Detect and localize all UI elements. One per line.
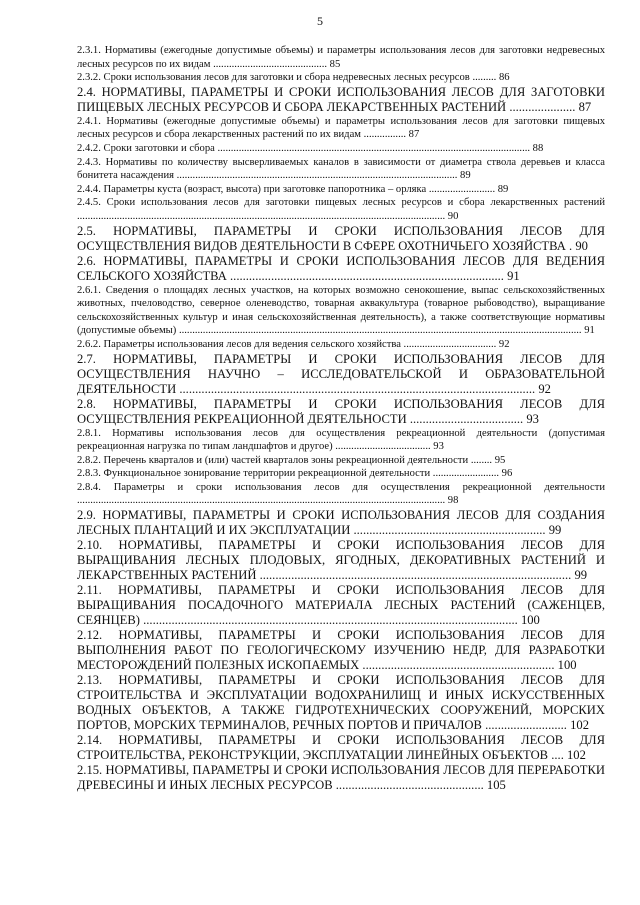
toc-entry-number: 2.7. [77, 351, 96, 366]
toc-entry-number: 2.8.2. [77, 454, 101, 466]
toc-entry[interactable] [77, 224, 605, 254]
toc-entry-page: 95 [494, 454, 506, 466]
toc-entry-number: 2.12. [77, 628, 103, 643]
toc-entry[interactable] [77, 156, 605, 183]
toc-entry-number: 2.6.2. [77, 338, 101, 350]
toc-entry-page: 87 [408, 129, 420, 141]
toc-entry-leader: ..................... [509, 99, 576, 114]
toc-entry-title: НОРМАТИВЫ, ПАРАМЕТРЫ И СРОКИ ИСПОЛЬЗОВАНИЯ ЛЕСОВ ДЛЯ ОСУЩЕСТВЛЕНИЯ ВИДОВ ДЕЯТЕЛЬНОСТИ В СФЕРЕ ОХОТНИЧЬЕГО ХОЗЯЙСТВА [77, 223, 605, 253]
toc-entry-leader: ........................................................................................................................................... [77, 495, 446, 507]
toc-entry-page: 93 [433, 441, 444, 453]
toc-entry-page: 98 [447, 495, 459, 507]
toc-entry-title: Параметры использования лесов для ведения сельского хозяйства [103, 338, 401, 350]
toc-entry-leader: ....................................................................................................................... [143, 613, 518, 628]
toc-entry-page: 102 [567, 748, 586, 763]
toc-entry-title: НОРМАТИВЫ, ПАРАМЕТРЫ И СРОКИ ИСПОЛЬЗОВАНИЯ ЛЕСОВ ДЛЯ ВЫРАЩИВАНИЯ ПОСАДОЧНОГО МАТЕРИАЛА ЛЕСНЫХ РАСТЕНИЙ (САЖЕНЦЕВ, СЕЯНЦЕВ) [77, 583, 605, 628]
toc-entry-page: 89 [460, 170, 471, 182]
toc-entry[interactable] [77, 254, 605, 284]
toc-entry-number: 2.4. [77, 84, 96, 99]
toc-entry-title: Перечень кварталов и (или) частей кварталов зоны рекреационной деятельности [103, 454, 469, 466]
toc-entry-leader: ......... [472, 72, 497, 84]
toc-entry-page: 90 [447, 210, 459, 222]
toc-entry[interactable] [77, 628, 605, 673]
toc-entry-page: 102 [570, 718, 589, 733]
toc-entry-number: 2.6. [77, 253, 96, 268]
toc-entry[interactable] [77, 44, 605, 71]
toc-entry-number: 2.8.1. [77, 427, 101, 439]
toc-entry-title: Нормативы (ежегодные допустимые объемы) и параметры использования лесов для заготовки пищевых лесных ресурсов и сбора лекарственных растений по их видам [77, 115, 605, 141]
toc-entry[interactable] [77, 71, 605, 85]
toc-entry-page: 99 [574, 568, 588, 583]
toc-entry-leader: ................................................................................................... [259, 568, 572, 583]
toc-entry-title: НОРМАТИВЫ, ПАРАМЕТРЫ И СРОКИ ИСПОЛЬЗОВАНИЯ ЛЕСОВ ДЛЯ ВЕДЕНИЯ СЕЛЬСКОГО ХОЗЯЙСТВА [77, 253, 605, 283]
toc-entry-page: 88 [532, 142, 544, 154]
toc-entry-title: Функциональное зонирование территории рекреационной деятельности [103, 468, 431, 480]
toc-entry-number: 2.11. [77, 583, 102, 598]
table-of-contents [77, 44, 605, 793]
toc-entry-leader: ............................................................. [353, 523, 546, 538]
toc-entry-number: 2.3.2. [77, 72, 101, 84]
toc-entry-title: НОРМАТИВЫ, ПАРАМЕТРЫ И СРОКИ ИСПОЛЬЗОВАНИЯ ЛЕСОВ ДЛЯ СТРОИТЕЛЬСТВА И ЭКСПЛУАТАЦИИ ВОДОХРАНИЛИЩ И ИНЫХ ИСКУССТВЕННЫХ ВОДНЫХ ОБЪЕКТОВ, А ТАКЖЕ ГИДРОТЕХНИЧЕСКИХ СООРУЖЕНИЙ, МОРСКИХ ПОРТОВ, МОРСКИХ ТЕРМИНАЛОВ, РЕЧНЫХ ПОРТОВ И ПРИЧАЛОВ [77, 673, 605, 733]
toc-entry-leader: . [569, 238, 573, 253]
toc-entry[interactable] [77, 763, 605, 793]
toc-entry-number: 2.4.2. [77, 142, 101, 154]
toc-entry[interactable] [77, 481, 605, 508]
toc-entry-title: НОРМАТИВЫ, ПАРАМЕТРЫ И СРОКИ ИСПОЛЬЗОВАНИЯ ЛЕСОВ ДЛЯ ВЫПОЛНЕНИЯ РАБОТ ПО ГЕОЛОГИЧЕСКОМУ ИЗУЧЕНИЮ НЕДР, ДЛЯ РАЗРАБОТКИ МЕСТОРОЖДЕНИЙ ПОЛЕЗНЫХ ИСКОПАЕМЫХ [77, 628, 605, 673]
toc-entry-leader: ................................... [403, 338, 497, 350]
toc-entry-page: 90 [575, 238, 588, 253]
toc-entry-leader: ............................................................. [362, 658, 555, 673]
toc-entry-leader: ......................... [428, 183, 496, 195]
toc-entry[interactable] [77, 538, 605, 583]
toc-entry-page: 100 [557, 658, 577, 673]
toc-entry-number: 2.4.4. [77, 183, 101, 195]
toc-entry-title: НОРМАТИВЫ, ПАРАМЕТРЫ И СРОКИ ИСПОЛЬЗОВАНИЯ ЛЕСОВ ДЛЯ ОСУЩЕСТВЛЕНИЯ НАУЧНО – ИССЛЕДОВАТЕЛЬСКОЙ И ОБРАЗОВАТЕЛЬНОЙ ДЕЯТЕЛЬНОСТИ [77, 351, 605, 396]
toc-entry-page: 99 [548, 523, 562, 538]
toc-entry-number: 2.14. [77, 733, 103, 748]
toc-entry-page: 86 [498, 72, 510, 84]
toc-entry-title: Нормативы (ежегодные допустимые объемы) и параметры использования лесов для заготовки недревесных лесных ресурсов по их видам [77, 45, 605, 70]
toc-entry[interactable] [77, 673, 605, 733]
toc-entry[interactable] [77, 196, 605, 223]
toc-entry[interactable] [77, 508, 605, 538]
page-number: 5 [317, 14, 323, 28]
toc-entry-page: 85 [329, 58, 341, 70]
toc-entry-leader: ........................................... [213, 58, 327, 70]
toc-entry-number: 2.8.4. [77, 481, 101, 493]
toc-entry[interactable] [77, 85, 605, 115]
toc-entry-leader: ....................................................................................... [230, 268, 504, 283]
toc-entry[interactable] [77, 733, 605, 763]
toc-entry-number: 2.15. [77, 763, 103, 778]
toc-entry-page: 92 [538, 381, 551, 396]
toc-entry-number: 2.8. [77, 396, 96, 411]
toc-entry[interactable] [77, 352, 605, 397]
toc-entry[interactable] [77, 467, 605, 481]
toc-entry-number: 2.8.3. [77, 468, 101, 480]
toc-entry-number: 2.4.1. [77, 115, 101, 127]
toc-entry-title: Сведения о площадях лесных участков, на которых возможно сенокошение, выпас сельскохозяйственных животных, пчеловодство, северное оленеводство, товарная аквакультура (товарное рыбоводство), выращивание сельскохозяйственных культур и иная сельскохозяйственная деятельность), а также соответствующие нормативы (допустимые объемы) [77, 284, 606, 337]
toc-entry-title: Сроки использования лесов для заготовки и сбора недревесных лесных ресурсов [103, 72, 470, 84]
toc-entry-leader: ................................................................................................................. [179, 381, 536, 396]
toc-entry-page: 92 [498, 338, 510, 350]
toc-entry-title: Нормативы использования лесов для осуществления рекреационной деятельности (допустимая рекреационная нагрузка по типам ландшафтов и другое) [77, 427, 605, 453]
toc-entry[interactable] [77, 397, 605, 427]
toc-entry-leader: ........................................................................................................................................................ [178, 325, 582, 337]
toc-entry-number: 2.3.1. [77, 45, 101, 56]
toc-entry-page: 96 [501, 468, 513, 480]
toc-entry-title: Нормативы по количеству высверливаемых каналов в зависимости от диаметра ствола деревьев и класса бонитета насаждения [77, 156, 605, 182]
toc-entry-title: НОРМАТИВЫ, ПАРАМЕТРЫ И СРОКИ ИСПОЛЬЗОВАНИЯ ЛЕСОВ ДЛЯ СОЗДАНИЯ ЛЕСНЫХ ПЛАНТАЦИЙ И ИХ ЭКСПЛУАТАЦИИ [77, 508, 605, 538]
toc-entry-leader: ............................................... [335, 778, 484, 793]
toc-entry-title: НОРМАТИВЫ, ПАРАМЕТРЫ И СРОКИ ИСПОЛЬЗОВАНИЯ ЛЕСОВ ДЛЯ ПЕРЕРАБОТКИ ДРЕВЕСИНЫ И ИНЫХ ЛЕСНЫХ РЕСУРСОВ [77, 763, 605, 793]
toc-entry-page: 93 [526, 411, 539, 426]
toc-entry-number: 2.10. [77, 538, 103, 553]
toc-entry-leader: ................ [363, 129, 407, 141]
toc-entry-page: 105 [486, 778, 506, 793]
toc-entry-number: 2.6.1. [77, 284, 101, 296]
toc-entry-title: Параметры куста (возраст, высота) при заготовке папоротника – орляка [103, 183, 427, 195]
toc-entry[interactable] [77, 583, 605, 628]
toc-entry[interactable] [77, 284, 605, 338]
toc-entry-title: Сроки использования лесов для заготовки пищевых лесных ресурсов и сбора лекарственных растений [106, 197, 605, 209]
toc-entry-title: НОРМАТИВЫ, ПАРАМЕТРЫ И СРОКИ ИСПОЛЬЗОВАНИЯ ЛЕСОВ ДЛЯ СТРОИТЕЛЬСТВА, РЕКОНСТРУКЦИИ, ЭКСПЛУАТАЦИИ ЛИНЕЙНЫХ ОБЪЕКТОВ [77, 733, 605, 763]
toc-entry-number: 2.13. [77, 673, 103, 688]
toc-entry-leader: .......................... [485, 718, 567, 733]
toc-entry-leader: ...................................................................................................................... [217, 142, 531, 154]
toc-entry[interactable] [77, 142, 605, 156]
toc-entry-number: 2.4.3. [77, 156, 101, 168]
toc-entry-leader: ........ [470, 454, 493, 466]
toc-entry-leader: .... [551, 748, 564, 763]
toc-entry[interactable] [77, 115, 605, 142]
toc-entry-title: Сроки заготовки и сбора [103, 142, 215, 154]
toc-entry[interactable] [77, 338, 605, 352]
toc-entry-title: Параметры и сроки использования лесов для осуществления рекреационной деятельности [113, 481, 605, 493]
toc-entry[interactable] [77, 427, 605, 454]
toc-entry-number: 2.4.5. [77, 197, 101, 209]
toc-entry-leader: .................................... [409, 411, 524, 426]
toc-entry[interactable] [77, 183, 605, 197]
toc-entry-page: 100 [520, 613, 540, 628]
toc-entry-page: 91 [584, 325, 595, 337]
toc-entry-leader: .................................... [335, 441, 431, 453]
toc-entry[interactable] [77, 454, 605, 468]
toc-entry-title: НОРМАТИВЫ, ПАРАМЕТРЫ И СРОКИ ИСПОЛЬЗОВАНИЯ ЛЕСОВ ДЛЯ ЗАГОТОВКИ ПИЩЕВЫХ ЛЕСНЫХ РЕСУРСОВ И СБОРА ЛЕКАРСТВЕННЫХ РАСТЕНИЙ [77, 84, 605, 114]
toc-entry-number: 2.9. [77, 508, 96, 523]
toc-entry-title: НОРМАТИВЫ, ПАРАМЕТРЫ И СРОКИ ИСПОЛЬЗОВАНИЯ ЛЕСОВ ДЛЯ ВЫРАЩИВАНИЯ ЛЕСНЫХ ПЛОДОВЫХ, ЯГОДНЫХ, ДЕКОРАТИВНЫХ РАСТЕНИЙ И ЛЕКАРСТВЕННЫХ РАСТЕНИЙ [77, 538, 605, 583]
toc-entry-leader: ......................... [432, 468, 500, 480]
toc-entry-page: 87 [578, 99, 592, 114]
toc-entry-page: 91 [507, 268, 520, 283]
toc-entry-number: 2.5. [77, 223, 96, 238]
toc-entry-title: НОРМАТИВЫ, ПАРАМЕТРЫ И СРОКИ ИСПОЛЬЗОВАНИЯ ЛЕСОВ ДЛЯ ОСУЩЕСТВЛЕНИЯ РЕКРЕАЦИОННОЙ ДЕЯТЕЛЬНОСТИ [77, 396, 605, 426]
toc-entry-leader: .......................................................................................................... [176, 170, 458, 182]
toc-entry-page: 89 [497, 183, 509, 195]
toc-entry-leader: ........................................................................................................................................... [77, 210, 446, 222]
